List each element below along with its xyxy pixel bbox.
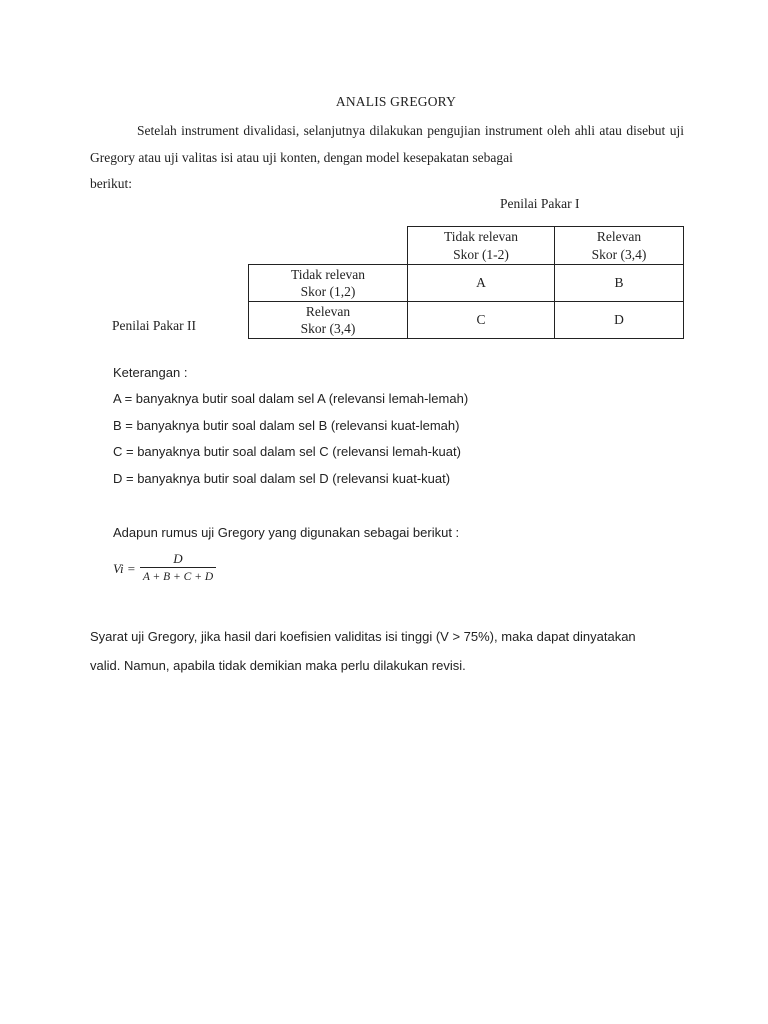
conclusion-text: Syarat uji Gregory, jika hasil dari koefisien validitas isi tinggi (V > 75%), maka dapat dinyatakan bbox=[90, 629, 636, 644]
formula-fraction bbox=[140, 550, 216, 585]
column-header-relevant bbox=[555, 227, 684, 265]
note-item-b: B = banyaknya butir soal dalam sel B (relevansi kuat-lemah) bbox=[113, 418, 460, 433]
column-header-line: Tidak relevan bbox=[443, 229, 519, 244]
column-header-score: Skor (1-2) bbox=[453, 246, 509, 262]
row-header-line: Relevan bbox=[305, 303, 351, 319]
cell-b: B bbox=[555, 265, 684, 302]
note-item-d: D = banyaknya butir soal dalam sel D (relevansi kuat-kuat) bbox=[113, 471, 451, 486]
table-row bbox=[249, 265, 684, 302]
expert-2-label: Penilai Pakar II bbox=[112, 318, 196, 333]
column-header-score: Skor (3,4) bbox=[591, 246, 647, 262]
column-header-not-relevant bbox=[408, 227, 555, 265]
column-header-line: Relevan bbox=[596, 229, 642, 244]
notes-heading: Keterangan : bbox=[113, 365, 188, 380]
row-header-score: Skor (3,4) bbox=[300, 321, 356, 336]
table-row bbox=[249, 302, 684, 339]
formula-intro: Adapun rumus uji Gregory yang digunakan sebagai berikut : bbox=[113, 525, 460, 540]
row-header-relevant bbox=[249, 302, 408, 339]
expert-1-label: Penilai Pakar I bbox=[500, 196, 580, 211]
formula-lhs: Vi = bbox=[113, 561, 136, 576]
cell-d: D bbox=[555, 302, 684, 339]
row-header-line: Tidak relevan bbox=[290, 266, 366, 282]
note-item-a: A = banyaknya butir soal dalam sel A (relevansi lemah-lemah) bbox=[113, 391, 469, 406]
note-item-c: C = banyaknya butir soal dalam sel C (relevansi lemah-kuat) bbox=[113, 444, 461, 459]
table-header-row bbox=[249, 227, 684, 265]
formula-denominator: A + B + C + D bbox=[142, 571, 214, 583]
table-corner-cell bbox=[249, 227, 408, 265]
intro-text: Setelah instrument divalidasi, selanjutnya dilakukan pengujian instrument oleh ahli atau disebut uji Gregory atau uji valitas isi atau uji konten, dengan model kesepakatan sebagai bbox=[90, 123, 684, 165]
document-title: ANALIS GREGORY bbox=[335, 94, 457, 109]
cell-c: C bbox=[408, 302, 555, 339]
intro-paragraph bbox=[90, 118, 684, 198]
conclusion-paragraph bbox=[90, 622, 690, 680]
row-header-score: Skor (1,2) bbox=[300, 284, 356, 299]
agreement-table bbox=[248, 226, 684, 339]
formula-numerator: D bbox=[173, 551, 183, 566]
row-header-not-relevant bbox=[249, 265, 408, 302]
intro-text-end: berikut: bbox=[90, 176, 132, 191]
cell-a: A bbox=[408, 265, 555, 302]
conclusion-text-end: valid. Namun, apabila tidak demikian maka perlu dilakukan revisi. bbox=[90, 658, 466, 673]
